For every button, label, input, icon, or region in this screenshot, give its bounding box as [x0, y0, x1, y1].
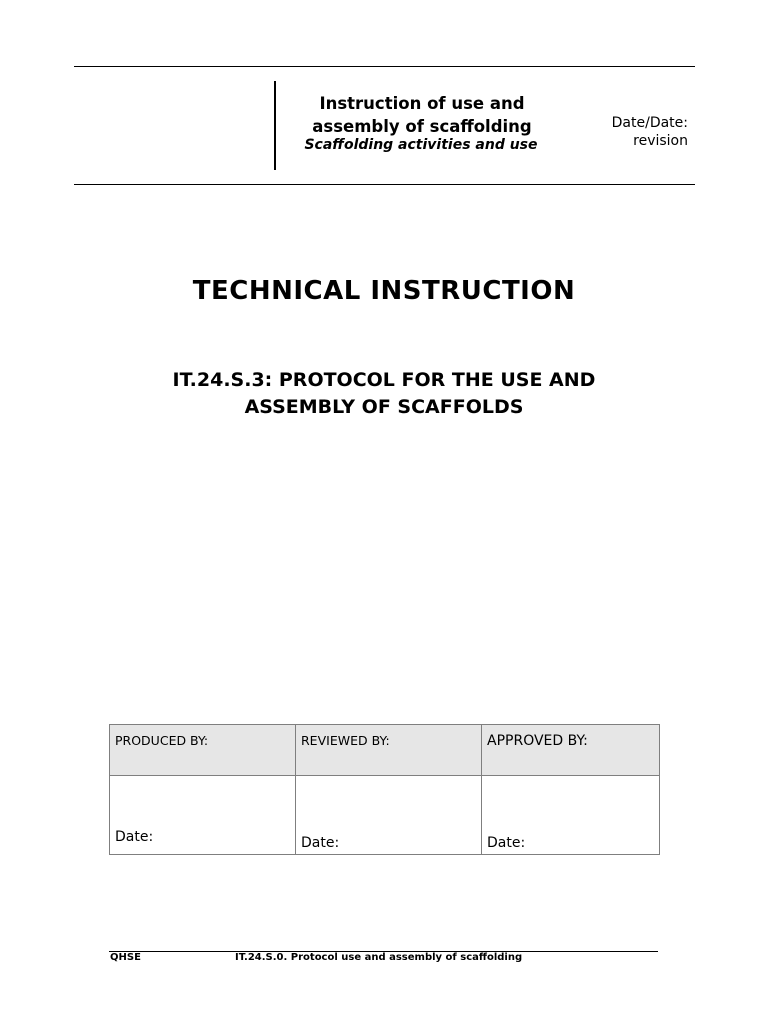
header-divider [274, 81, 276, 170]
produced-by-label: PRODUCED BY: [115, 733, 209, 748]
approved-date-label: Date: [487, 835, 526, 851]
produced-date-cell [110, 776, 296, 855]
reviewed-date-cell [296, 776, 482, 855]
approved-by-label: APPROVED BY: [487, 733, 588, 749]
produced-date-label: Date: [115, 829, 154, 845]
signature-header-row [110, 725, 660, 776]
header-title-line1: Instruction of use and [319, 94, 525, 113]
approved-by-cell [482, 725, 660, 776]
header-bottom-rule [74, 184, 695, 185]
header-date-label: Date/Date: [611, 115, 688, 131]
reviewed-by-cell [296, 725, 482, 776]
header-date-block [568, 114, 688, 150]
signature-table [109, 724, 660, 855]
document-title [130, 367, 638, 421]
document-title-line2: ASSEMBLY OF SCAFFOLDS [244, 396, 524, 418]
header-title [282, 92, 562, 138]
produced-by-cell [110, 725, 296, 776]
footer-reference: IT.24.S.0. Protocol use and assembly of scaffolding [235, 952, 523, 963]
reviewed-by-label: REVIEWED BY: [301, 733, 390, 748]
header-subtitle: Scaffolding activities and use [304, 137, 538, 153]
approved-date-cell [482, 776, 660, 855]
page-title: TECHNICAL INSTRUCTION [192, 276, 576, 306]
footer-department: QHSE [110, 952, 141, 963]
document-title-line1: IT.24.S.3: PROTOCOL FOR THE USE AND [172, 369, 596, 391]
header-revision-label: revision [633, 133, 688, 149]
header-title-line2: assembly of scaffolding [312, 117, 532, 136]
signature-date-row [110, 776, 660, 855]
header-top-rule [74, 66, 695, 67]
reviewed-date-label: Date: [301, 835, 340, 851]
